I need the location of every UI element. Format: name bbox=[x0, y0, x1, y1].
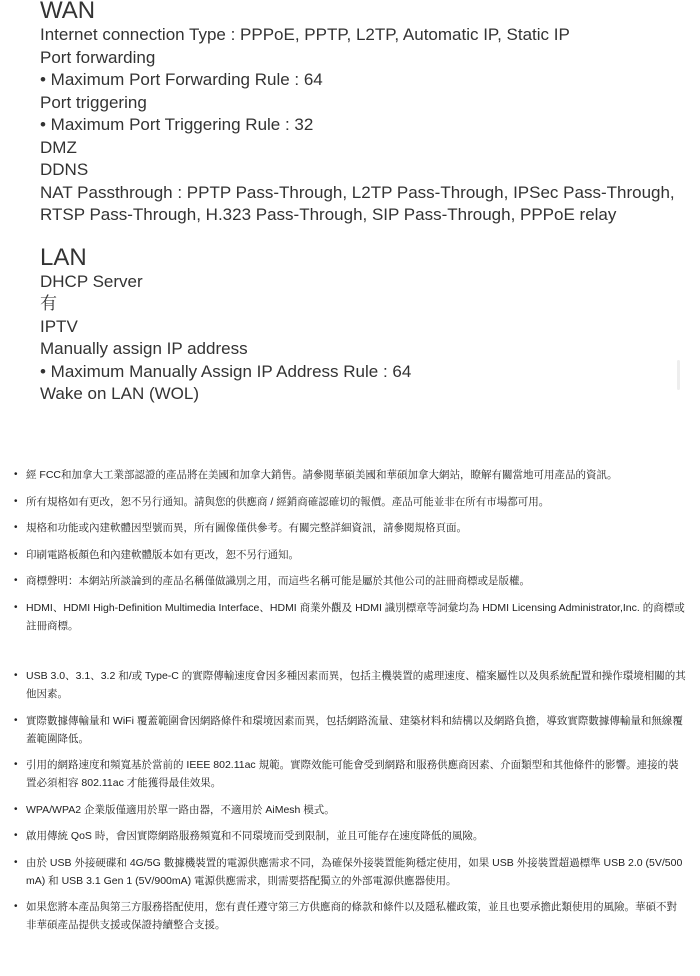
footnote-item bbox=[14, 466, 686, 484]
footnote-item bbox=[14, 667, 686, 703]
bullet-icon: • bbox=[14, 548, 18, 560]
footnote-group-2 bbox=[14, 667, 686, 934]
spec-row: • Maximum Manually Assign IP Address Rule : 64 bbox=[40, 361, 412, 381]
spec-row: IPTV bbox=[40, 316, 78, 336]
spec-row: 有 bbox=[40, 294, 57, 313]
wan-rows bbox=[40, 24, 680, 227]
spec-row: Manually assign IP address bbox=[40, 339, 248, 358]
footnote-item bbox=[14, 854, 686, 890]
bullet-icon: • bbox=[14, 901, 18, 912]
spec-section bbox=[40, 0, 680, 406]
footnote-item bbox=[14, 898, 686, 934]
scrollbar-thumb[interactable] bbox=[677, 360, 680, 390]
footnote-text: WPA/WPA2 企業版僅適用於單一路由器，不適用於 AiMesh 模式。 bbox=[26, 803, 335, 816]
footnote-text: 規格和功能或內建軟體因型號而異，所有圖像僅供參考。有關完整詳細資訊，請參閱規格頁面。 bbox=[26, 522, 467, 534]
footnote-text: 啟用傳統 QoS 時，會因實際網路服務頻寬和不同環境而受到限制，並且可能存在速度降低的風險。 bbox=[26, 830, 484, 842]
spec-row: Port forwarding bbox=[40, 47, 156, 67]
footnote-text: 由於 USB 外接硬碟和 4G/5G 數據機裝置的電源供應需求不同，為確保外接裝置能夠穩定使用，如果 USB 外接裝置超過標準 USB 2.0 (5V/500mA) 和 USB 3.1 Gen 1 (5V/900mA) 電源供應需求，則需要搭配獨立的外部電源供應器使用。 bbox=[26, 856, 683, 887]
bullet-icon: • bbox=[14, 469, 18, 480]
bullet-icon: • bbox=[14, 601, 18, 613]
spec-row: • Maximum Port Forwarding Rule : 64 bbox=[40, 70, 323, 89]
footnote-item bbox=[14, 572, 686, 590]
footnote-text: 實際數據傳輸量和 WiFi 覆蓋範圍會因網路條件和環境因素而異，包括網路流量、建築材料和結構以及網路負擔，導致實際數據傳輸量和無線覆蓋範圍降低。 bbox=[26, 714, 683, 745]
footnote-item bbox=[14, 756, 686, 792]
bullet-icon: • bbox=[14, 759, 18, 770]
footnote-text: 商標聲明：本網站所談論到的產品名稱僅做識別之用，而這些名稱可能是屬於其他公司的註冊商標或是版權。 bbox=[26, 575, 530, 587]
footnote-item bbox=[14, 493, 686, 511]
bullet-icon: • bbox=[14, 575, 18, 586]
footnote-text: 所有規格如有更改，恕不另行通知。請與您的供應商 / 經銷商確認確切的報價。產品可能並非在所有市場都可用。 bbox=[26, 495, 550, 508]
footnotes bbox=[14, 466, 686, 943]
footnote-item bbox=[14, 599, 686, 635]
spec-row: DHCP Server bbox=[40, 271, 143, 291]
footnote-item bbox=[14, 546, 686, 564]
footnote-item bbox=[14, 712, 686, 748]
bullet-icon: • bbox=[14, 522, 18, 533]
spec-row: DMZ bbox=[40, 137, 77, 157]
lan-heading: LAN bbox=[40, 243, 87, 271]
spec-row: Port triggering bbox=[40, 92, 147, 112]
spec-row: DDNS bbox=[40, 160, 89, 179]
bullet-icon: • bbox=[14, 670, 18, 681]
footnote-text: 如果您將本產品與第三方服務搭配使用，您有責任遵守第三方供應商的條款和條件以及隱私權政策，並且也要承擔此類使用的風險。華碩不對非華碩產品提供支援或保證持續整合支援。 bbox=[26, 901, 677, 931]
bullet-icon: • bbox=[14, 856, 18, 868]
spec-row: • Maximum Port Triggering Rule : 32 bbox=[40, 115, 314, 134]
footnote-text: 印刷電路板顏色和內建軟體版本如有更改，恕不另行通知。 bbox=[26, 548, 299, 561]
footnote-text: 引用的網路速度和頻寬基於當前的 IEEE 802.11ac 規範。實際效能可能會受到網路和服務供應商因素、介面類型和其他條件的影響。連接的裝置必須相容 802.11ac 才能獲得最佳效果。 bbox=[26, 759, 679, 789]
bullet-icon: • bbox=[14, 714, 18, 726]
footnote-gap bbox=[14, 643, 686, 667]
spec-row: Internet connection Type : PPPoE, PPTP, L2TP, Automatic IP, Static IP bbox=[40, 25, 570, 44]
footnote-group-1 bbox=[14, 466, 686, 635]
footnote-item bbox=[14, 519, 686, 537]
footnote-item bbox=[14, 801, 686, 819]
bullet-icon: • bbox=[14, 495, 18, 507]
footnote-item bbox=[14, 827, 686, 845]
wan-heading: WAN bbox=[40, 0, 96, 24]
footnote-text: USB 3.0、3.1、3.2 和/或 Type-C 的實際傳輸速度會因多種因素而異，包括主機裝置的處理速度、檔案屬性以及與系統配置和操作環境相關的其他因素。 bbox=[26, 670, 686, 700]
spec-row: NAT Passthrough : PPTP Pass-Through, L2TP Pass-Through, IPSec Pass-Through, RTSP Pass-Through, H.323 Pass-Through, SIP Pass-Through, PPPoE relay bbox=[40, 182, 675, 224]
spec-row: Wake on LAN (WOL) bbox=[40, 384, 200, 403]
bullet-icon: • bbox=[14, 830, 18, 841]
lan-rows bbox=[40, 271, 680, 406]
footnote-text: 經 FCC和加拿大工業部認證的產品將在美國和加拿大銷售。請參閱華碩美國和華碩加拿大網站，瞭解有關當地可用產品的資訊。 bbox=[26, 469, 618, 481]
bullet-icon: • bbox=[14, 803, 18, 815]
footnote-text: HDMI、HDMI High-Definition Multimedia Interface、HDMI 商業外觀及 HDMI 識別標章等詞彙均為 HDMI Licensing Administrator,Inc. 的商標或註冊商標。 bbox=[26, 601, 685, 632]
